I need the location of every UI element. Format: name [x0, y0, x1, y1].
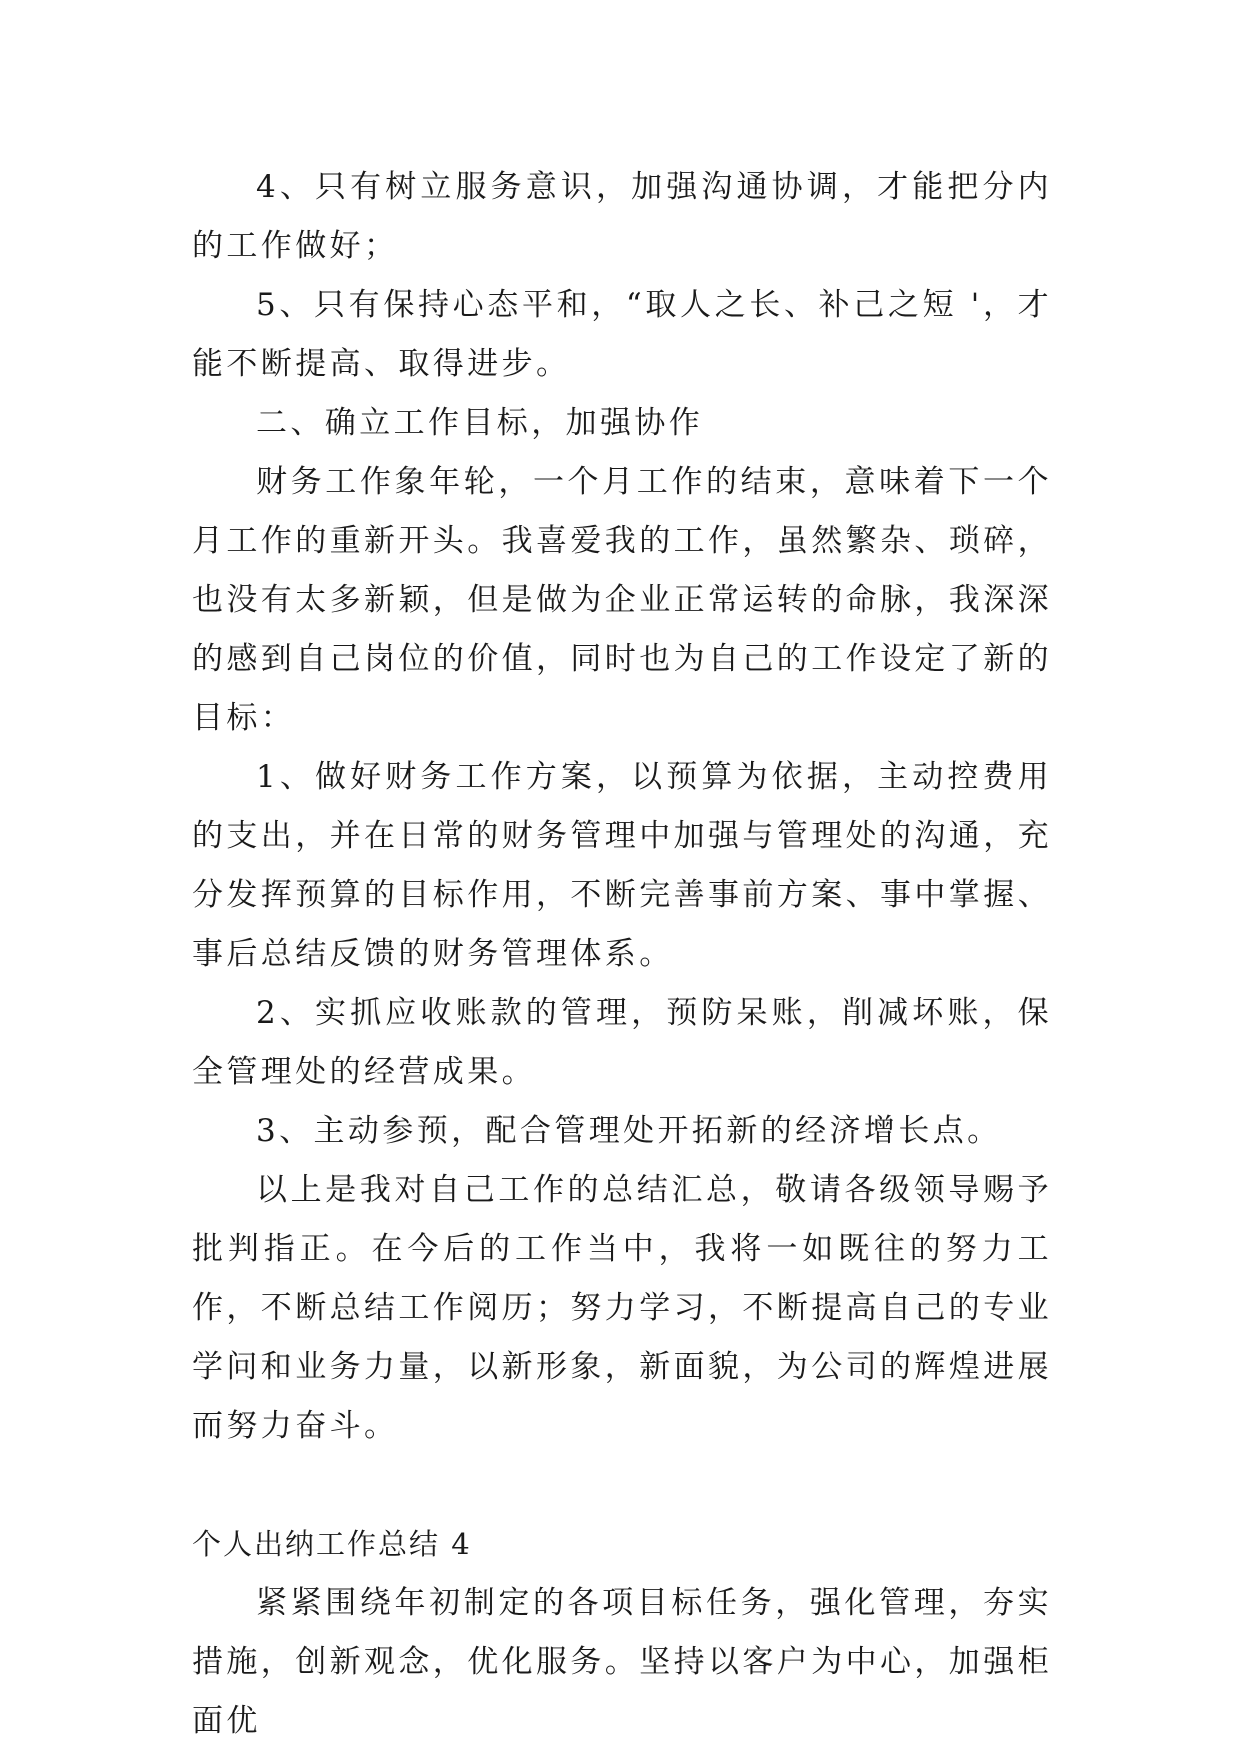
paragraph-intro: 财务工作象年轮，一个月工作的结束，意味着下一个月工作的重新开头。我喜爱我的工作，虽然繁杂、琐碎，也没有太多新颖，但是做为企业正常运转的命脉，我深深的感到自己岗位的价值，同时也为自己的工作设定了新的目标：: [192, 464, 1052, 736]
paragraph-summary-4-start: 紧紧围绕年初制定的各项目标任务，强化管理，夯实措施，创新观念，优化服务。坚持以客户为中心，加强柜面优: [192, 1585, 1052, 1739]
paragraph-conclusion: 以上是我对自己工作的总结汇总，敬请各级领导赐予批判指正。在今后的工作当中，我将一如既往的努力工作，不断总结工作阅历；努力学习，不断提高自己的专业学问和业务力量，以新形象，新面貌，为公司的辉煌进展而努力奋斗。: [192, 1172, 1052, 1444]
paragraph-goal-1: 1、做好财务工作方案，以预算为依据，主动控费用的支出，并在日常的财务管理中加强与管理处的沟通，充分发挥预算的目标作用，不断完善事前方案、事中掌握、事后总结反馈的财务管理体系。: [192, 759, 1052, 972]
document-body: [192, 158, 1052, 1751]
paragraph-item-5: 5、只有保持心态平和，“取人之长、补己之短 '，才能不断提高、取得进步。: [192, 287, 1052, 382]
paragraph-goal-2: 2、实抓应收账款的管理，预防呆账，削减坏账，保全管理处的经营成果。: [192, 995, 1052, 1090]
paragraph-goal-3: 3、主动参预，配合管理处开拓新的经济增长点。: [256, 1113, 1002, 1149]
section-heading-two: 二、确立工作目标，加强协作: [256, 405, 704, 441]
paragraph-item-4: 4、只有树立服务意识，加强沟通协调，才能把分内的工作做好；: [192, 169, 1052, 264]
section-title: 个人出纳工作总结 4: [192, 1527, 472, 1561]
